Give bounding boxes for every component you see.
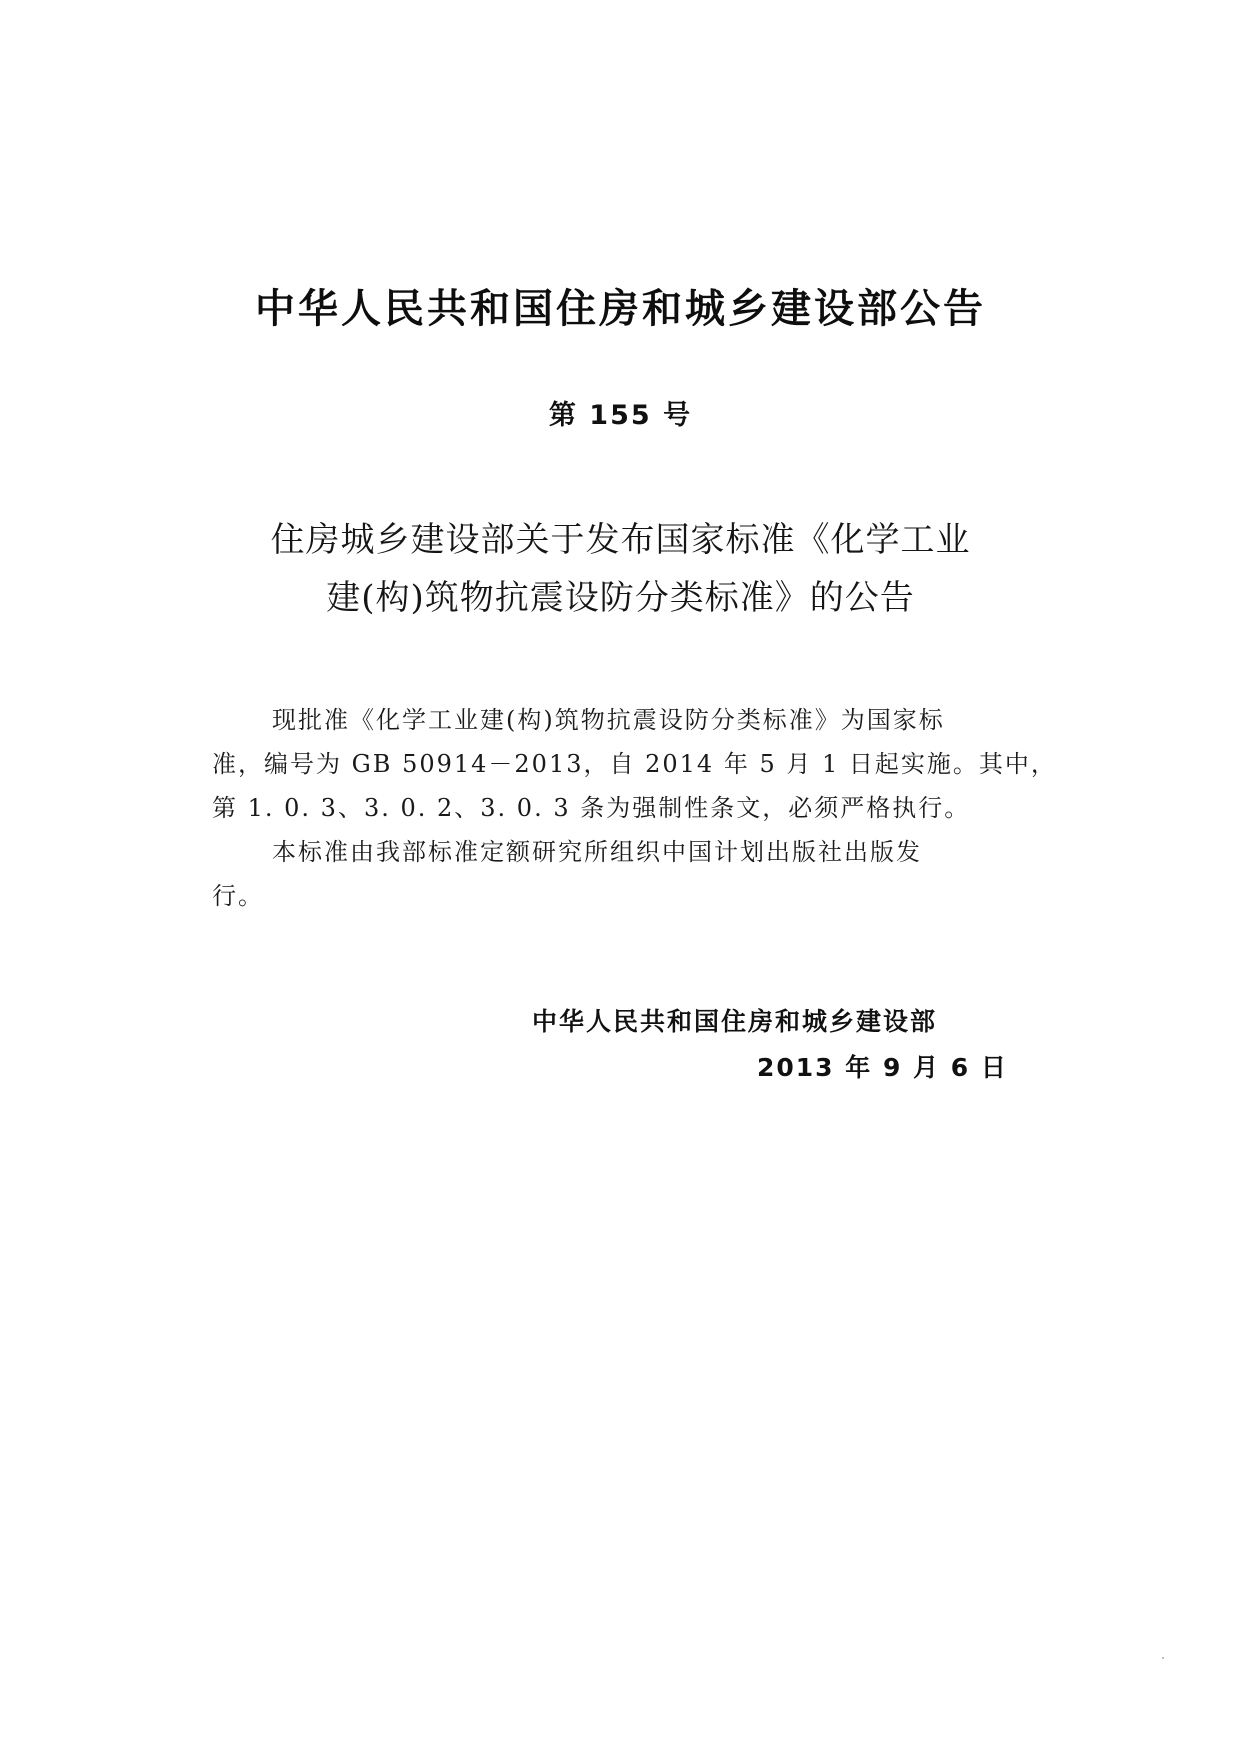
- scan-speck: [1162, 1657, 1164, 1659]
- body-line-3: 第 1. 0. 3、3. 0. 2、3. 0. 3 条为强制性条文，必须严格执行。: [212, 794, 971, 822]
- subtitle-line-2: 建(构)筑物抗震设防分类标准》的公告: [326, 578, 915, 618]
- signature-date: 2013 年 9 月 6 日: [757, 1053, 1008, 1082]
- body-line-4: 本标准由我部标准定额研究所组织中国计划出版社出版发: [272, 838, 922, 866]
- body-line-1: 现批准《化学工业建(构)筑物抗震设防分类标准》为国家标: [272, 706, 945, 734]
- body-line-2: 准，编号为 GB 50914－2013，自 2014 年 5 月 1 日起实施。其中，: [212, 750, 1057, 778]
- subtitle-line-1: 住房城乡建设部关于发布国家标准《化学工业: [270, 520, 971, 560]
- page-title: 中华人民共和国住房和城乡建设部公告: [255, 286, 986, 332]
- signature-organization: 中华人民共和国住房和城乡建设部: [532, 1007, 938, 1036]
- body-line-5: 行。: [212, 882, 264, 910]
- announcement-number: 第 155 号: [548, 400, 693, 431]
